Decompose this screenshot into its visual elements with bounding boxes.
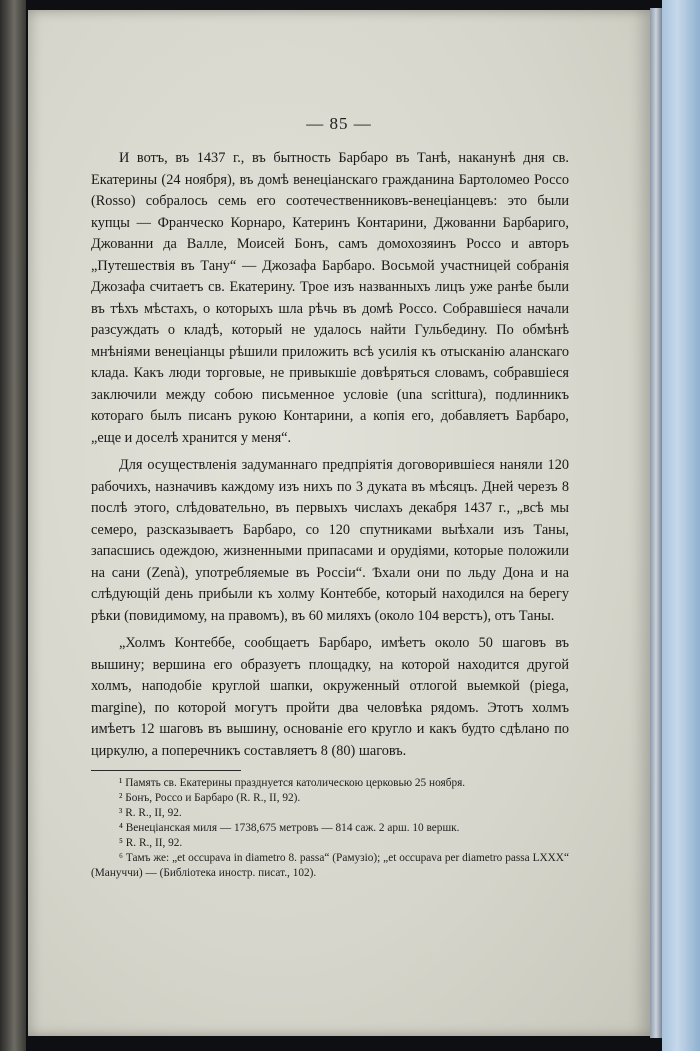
paragraph: Для осуществленія задуманнаго предпріятія договорившіеся наняли 120 рабочихъ, назначивъ каждому изъ нихъ по 3 дуката въ мѣсяцъ. Дней черезъ 8 послѣ этого, слѣдовательно, въ первыхъ числахъ декабря 1437 г., „всѣ мы семеро, разсказываетъ Барбаро, со 120 спутниками выѣхали изъ Таны, запасшись одеждою, жизненными припасами и орудіями, которые положили на сани (Zenà), употребляемые въ Россіи“. Ѣхали они по льду Дона и на слѣдующій день прибыли къ холму Контеббе, который находился на берегу рѣки (повидимому, на правомъ), въ 60 миляхъ (около 104 верстъ), отъ Таны. — [91, 457, 569, 624]
footnote: ⁴ Венеціанская миля — 1738,675 метровъ — 814 саж. 2 арш. 10 вершк. — [119, 822, 460, 834]
footnote: ¹ Память св. Екатерины празднуется католическою церковью 25 ноября. — [119, 777, 466, 789]
page-number: — 85 — — [306, 114, 372, 133]
left-page-edge — [0, 0, 26, 1051]
footnote: ³ R. R., II, 92. — [119, 807, 182, 819]
book-page — [28, 10, 650, 1036]
body-text — [91, 148, 569, 768]
page-block-edge — [650, 8, 662, 1038]
footnote: ⁶ Тамъ же: „et occupava in diametro 8. passa“ (Рамузіо); „et occupava per diametro passa LXXX“ (Мануччи) — (Библіотека иностр. писат., 102). — [91, 852, 569, 879]
footnote: ² Бонъ, Россо и Барбаро (R. R., II, 92). — [119, 792, 301, 804]
footnote: ⁵ R. R., II, 92. — [119, 837, 183, 849]
paragraph: И вотъ, въ 1437 г., въ бытность Барбаро въ Танѣ, наканунѣ дня св. Екатерины (24 ноября), въ домѣ венеціанскаго гражданина Бартоломео Россо (Rosso) собралось семь его соотечественниковъ-венеціанцевъ: это были купцы — Франческо Корнаро, Катеринъ Контарини, Джованни Барбариго, Джованни да Валле, Моисей Бонъ, самъ домохозяинъ Россо и авторъ „Путешествія въ Тану“ — Джозафа Барбаро. Восьмой участницей собранія Джозафа считаетъ св. Екатерину. Трое изъ названныхъ лицъ уже ранѣе были въ тѣхъ мѣстахъ, о которыхъ шла рѣчь въ домѣ Россо. Собравшіеся начали разсуждать о кладѣ, который не удалось найти Гульбедину. По обмѣнѣ мнѣніями венеціанцы рѣшили приложить всѣ усилія къ отысканію аланскаго клада. Какъ люди торговые, не привыкшіе довѣряться словамъ, собравшіеся заключили между собою письменное условіе (una scrittura), подлинникъ котораго былъ писанъ рукою Контарини, а копія его, добавляетъ Барбаро, „еще и доселѣ хранится у меня“. — [91, 150, 569, 446]
paragraph: „Холмъ Контеббе, сообщаетъ Барбаро, имѣетъ около 50 шаговъ въ вышину; вершина его образуетъ площадку, на которой находится другой холмъ, наподобіе круглой шапки, окруженный отлогой выемкой (piega, margine), по которой могутъ пройти два человѣка рядомъ. Этотъ холмъ имѣетъ 12 шаговъ въ вышину, основаніе его кругло и какъ будто сдѣлано по циркулю, а поперечникъ составляетъ 8 (80) шаговъ. — [91, 635, 569, 759]
book-cover — [662, 0, 700, 1051]
footnote-divider — [91, 770, 241, 771]
footnotes — [91, 776, 569, 881]
